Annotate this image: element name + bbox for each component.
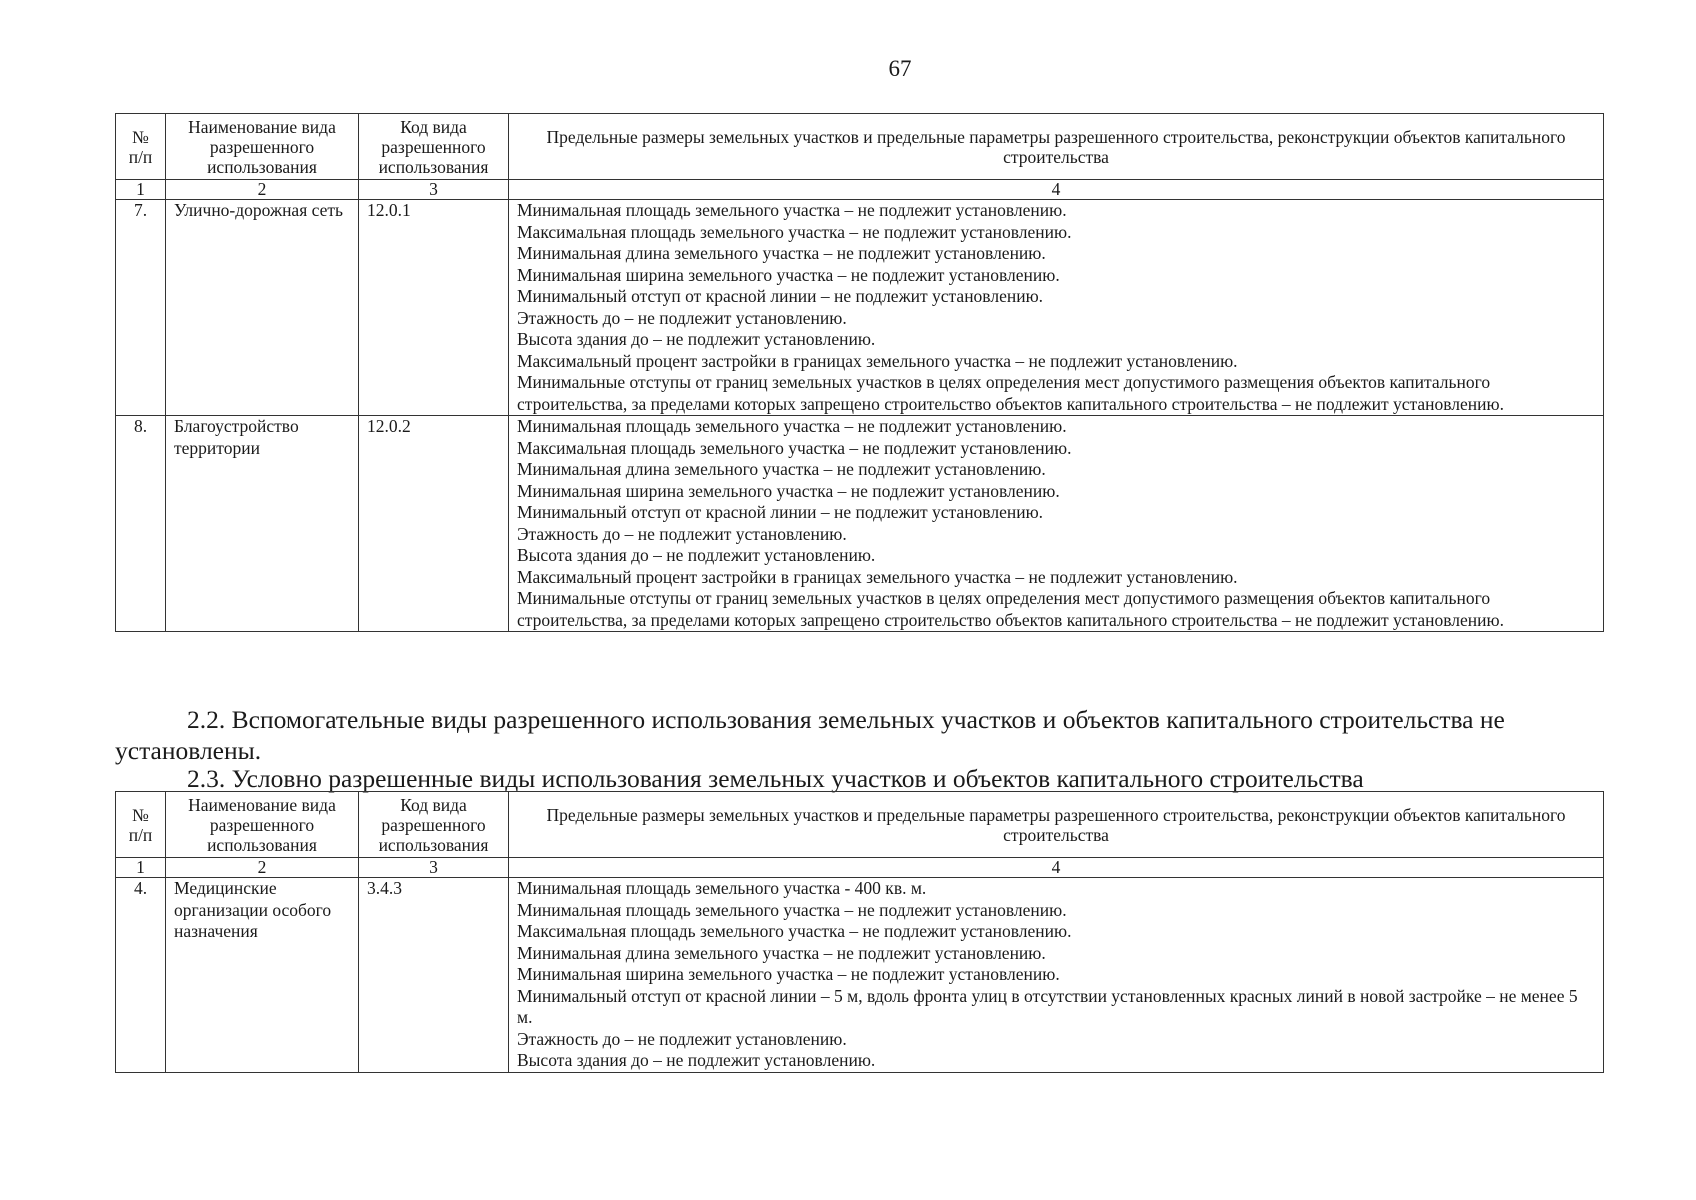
column-number: 2 bbox=[166, 858, 359, 878]
header-use-code: Код вида разрешенного использования bbox=[359, 114, 509, 180]
parameter-line: Минимальные отступы от границ земельных участков в целях определения мест допустимого размещения объектов капитального строительства, за пределами которых запрещено строительство объектов капитального строительства – не подлежит установлению. bbox=[517, 588, 1504, 630]
parameter-line: Минимальная площадь земельного участка – не подлежит установлению. bbox=[517, 416, 1067, 436]
parameter-line: Высота здания до – не подлежит установлению. bbox=[517, 545, 876, 565]
column-number: 1 bbox=[116, 180, 166, 200]
column-number: 3 bbox=[359, 858, 509, 878]
parameter-line: Минимальная площадь земельного участка – не подлежит установлению. bbox=[517, 200, 1067, 220]
header-number: № п/п bbox=[116, 114, 166, 180]
parameter-line: Минимальный отступ от красной линии – не подлежит установлению. bbox=[517, 502, 1044, 522]
table-row bbox=[116, 416, 1604, 632]
row-number: 8. bbox=[116, 416, 166, 632]
table-row bbox=[116, 878, 1604, 1073]
header-use-code: Код вида разрешенного использования bbox=[359, 792, 509, 858]
header-use-name: Наименование вида разрешенного использования bbox=[166, 792, 359, 858]
column-number: 4 bbox=[509, 858, 1604, 878]
parameter-line: Максимальный процент застройки в границах земельного участка – не подлежит установлению. bbox=[517, 350, 1238, 371]
parameter-line: Максимальная площадь земельного участка – не подлежит установлению. bbox=[517, 921, 1072, 941]
use-code: 3.4.3 bbox=[359, 878, 509, 1073]
row-number: 4. bbox=[116, 878, 166, 1073]
section-2-3-text: 2.3. Условно разрешенные виды использования земельных участков и объектов капитального строительства bbox=[187, 764, 1364, 793]
parameter-line: Минимальный отступ от красной линии – не подлежит установлению. bbox=[517, 286, 1044, 306]
column-number: 3 bbox=[359, 180, 509, 200]
parameter-line: Максимальная площадь земельного участка – не подлежит установлению. bbox=[517, 221, 1072, 242]
conditional-use-table bbox=[115, 791, 1604, 1073]
column-number: 2 bbox=[166, 180, 359, 200]
section-2-3-heading bbox=[115, 763, 1615, 794]
parameters-cell bbox=[509, 416, 1604, 632]
header-parameters: Предельные размеры земельных участков и предельные параметры разрешенного строительства, реконструкции объектов капитального строительства bbox=[509, 792, 1604, 858]
table-header-row bbox=[116, 114, 1604, 180]
parameters-cell bbox=[509, 878, 1604, 1073]
section-2-2-paragraph bbox=[115, 704, 1615, 766]
parameters-cell bbox=[509, 200, 1604, 416]
section-2-2-text: 2.2. Вспомогательные виды разрешенного использования земельных участков и объектов капитального строительства не установлены. bbox=[115, 705, 1505, 765]
main-permitted-use-table bbox=[115, 113, 1604, 632]
parameter-line: Этажность до – не подлежит установлению. bbox=[517, 523, 847, 544]
parameter-line: Минимальная ширина земельного участка – не подлежит установлению. bbox=[517, 264, 1060, 285]
parameter-line: Высота здания до – не подлежит установлению. bbox=[517, 329, 876, 349]
table-row bbox=[116, 200, 1604, 416]
parameter-line: Минимальная площадь земельного участка – не подлежит установлению. bbox=[517, 899, 1067, 920]
parameter-line: Минимальная ширина земельного участка – не подлежит установлению. bbox=[517, 480, 1060, 501]
use-name: Благоустройство территории bbox=[166, 416, 359, 632]
column-number: 4 bbox=[509, 180, 1604, 200]
parameter-line: Минимальная длина земельного участка – не подлежит установлению. bbox=[517, 243, 1046, 263]
parameter-line: Этажность до – не подлежит установлению. bbox=[517, 1028, 847, 1049]
parameter-line: Этажность до – не подлежит установлению. bbox=[517, 307, 847, 328]
header-use-name: Наименование вида разрешенного использования bbox=[166, 114, 359, 180]
column-number-row bbox=[116, 858, 1604, 878]
parameter-line: Минимальные отступы от границ земельных участков в целях определения мест допустимого размещения объектов капитального строительства, за пределами которых запрещено строительство объектов капитального строительства – не подлежит установлению. bbox=[517, 372, 1504, 414]
use-name: Медицинские организации особого назначения bbox=[166, 878, 359, 1073]
column-number-row bbox=[116, 180, 1604, 200]
header-number: № п/п bbox=[116, 792, 166, 858]
page-number: 67 bbox=[888, 56, 912, 81]
parameter-line: Максимальный процент застройки в границах земельного участка – не подлежит установлению. bbox=[517, 566, 1238, 587]
parameter-line: Минимальный отступ от красной линии – 5 м, вдоль фронта улиц в отсутствии установленных красных линий в новой застройке – не менее 5 м. bbox=[517, 985, 1578, 1027]
parameter-line: Высота здания до – не подлежит установлению. bbox=[517, 1050, 876, 1070]
use-code: 12.0.1 bbox=[359, 200, 509, 416]
parameter-line: Максимальная площадь земельного участка – не подлежит установлению. bbox=[517, 437, 1072, 458]
table-header-row bbox=[116, 792, 1604, 858]
header-parameters: Предельные размеры земельных участков и предельные параметры разрешенного строительства, реконструкции объектов капитального строительства bbox=[509, 114, 1604, 180]
parameter-line: Минимальная длина земельного участка – не подлежит установлению. bbox=[517, 459, 1046, 479]
use-name: Улично-дорожная сеть bbox=[166, 200, 359, 416]
parameter-line: Минимальная площадь земельного участка - 400 кв. м. bbox=[517, 878, 927, 898]
parameter-line: Минимальная длина земельного участка – не подлежит установлению. bbox=[517, 942, 1046, 963]
row-number: 7. bbox=[116, 200, 166, 416]
use-code: 12.0.2 bbox=[359, 416, 509, 632]
column-number: 1 bbox=[116, 858, 166, 878]
parameter-line: Минимальная ширина земельного участка – не подлежит установлению. bbox=[517, 964, 1060, 984]
